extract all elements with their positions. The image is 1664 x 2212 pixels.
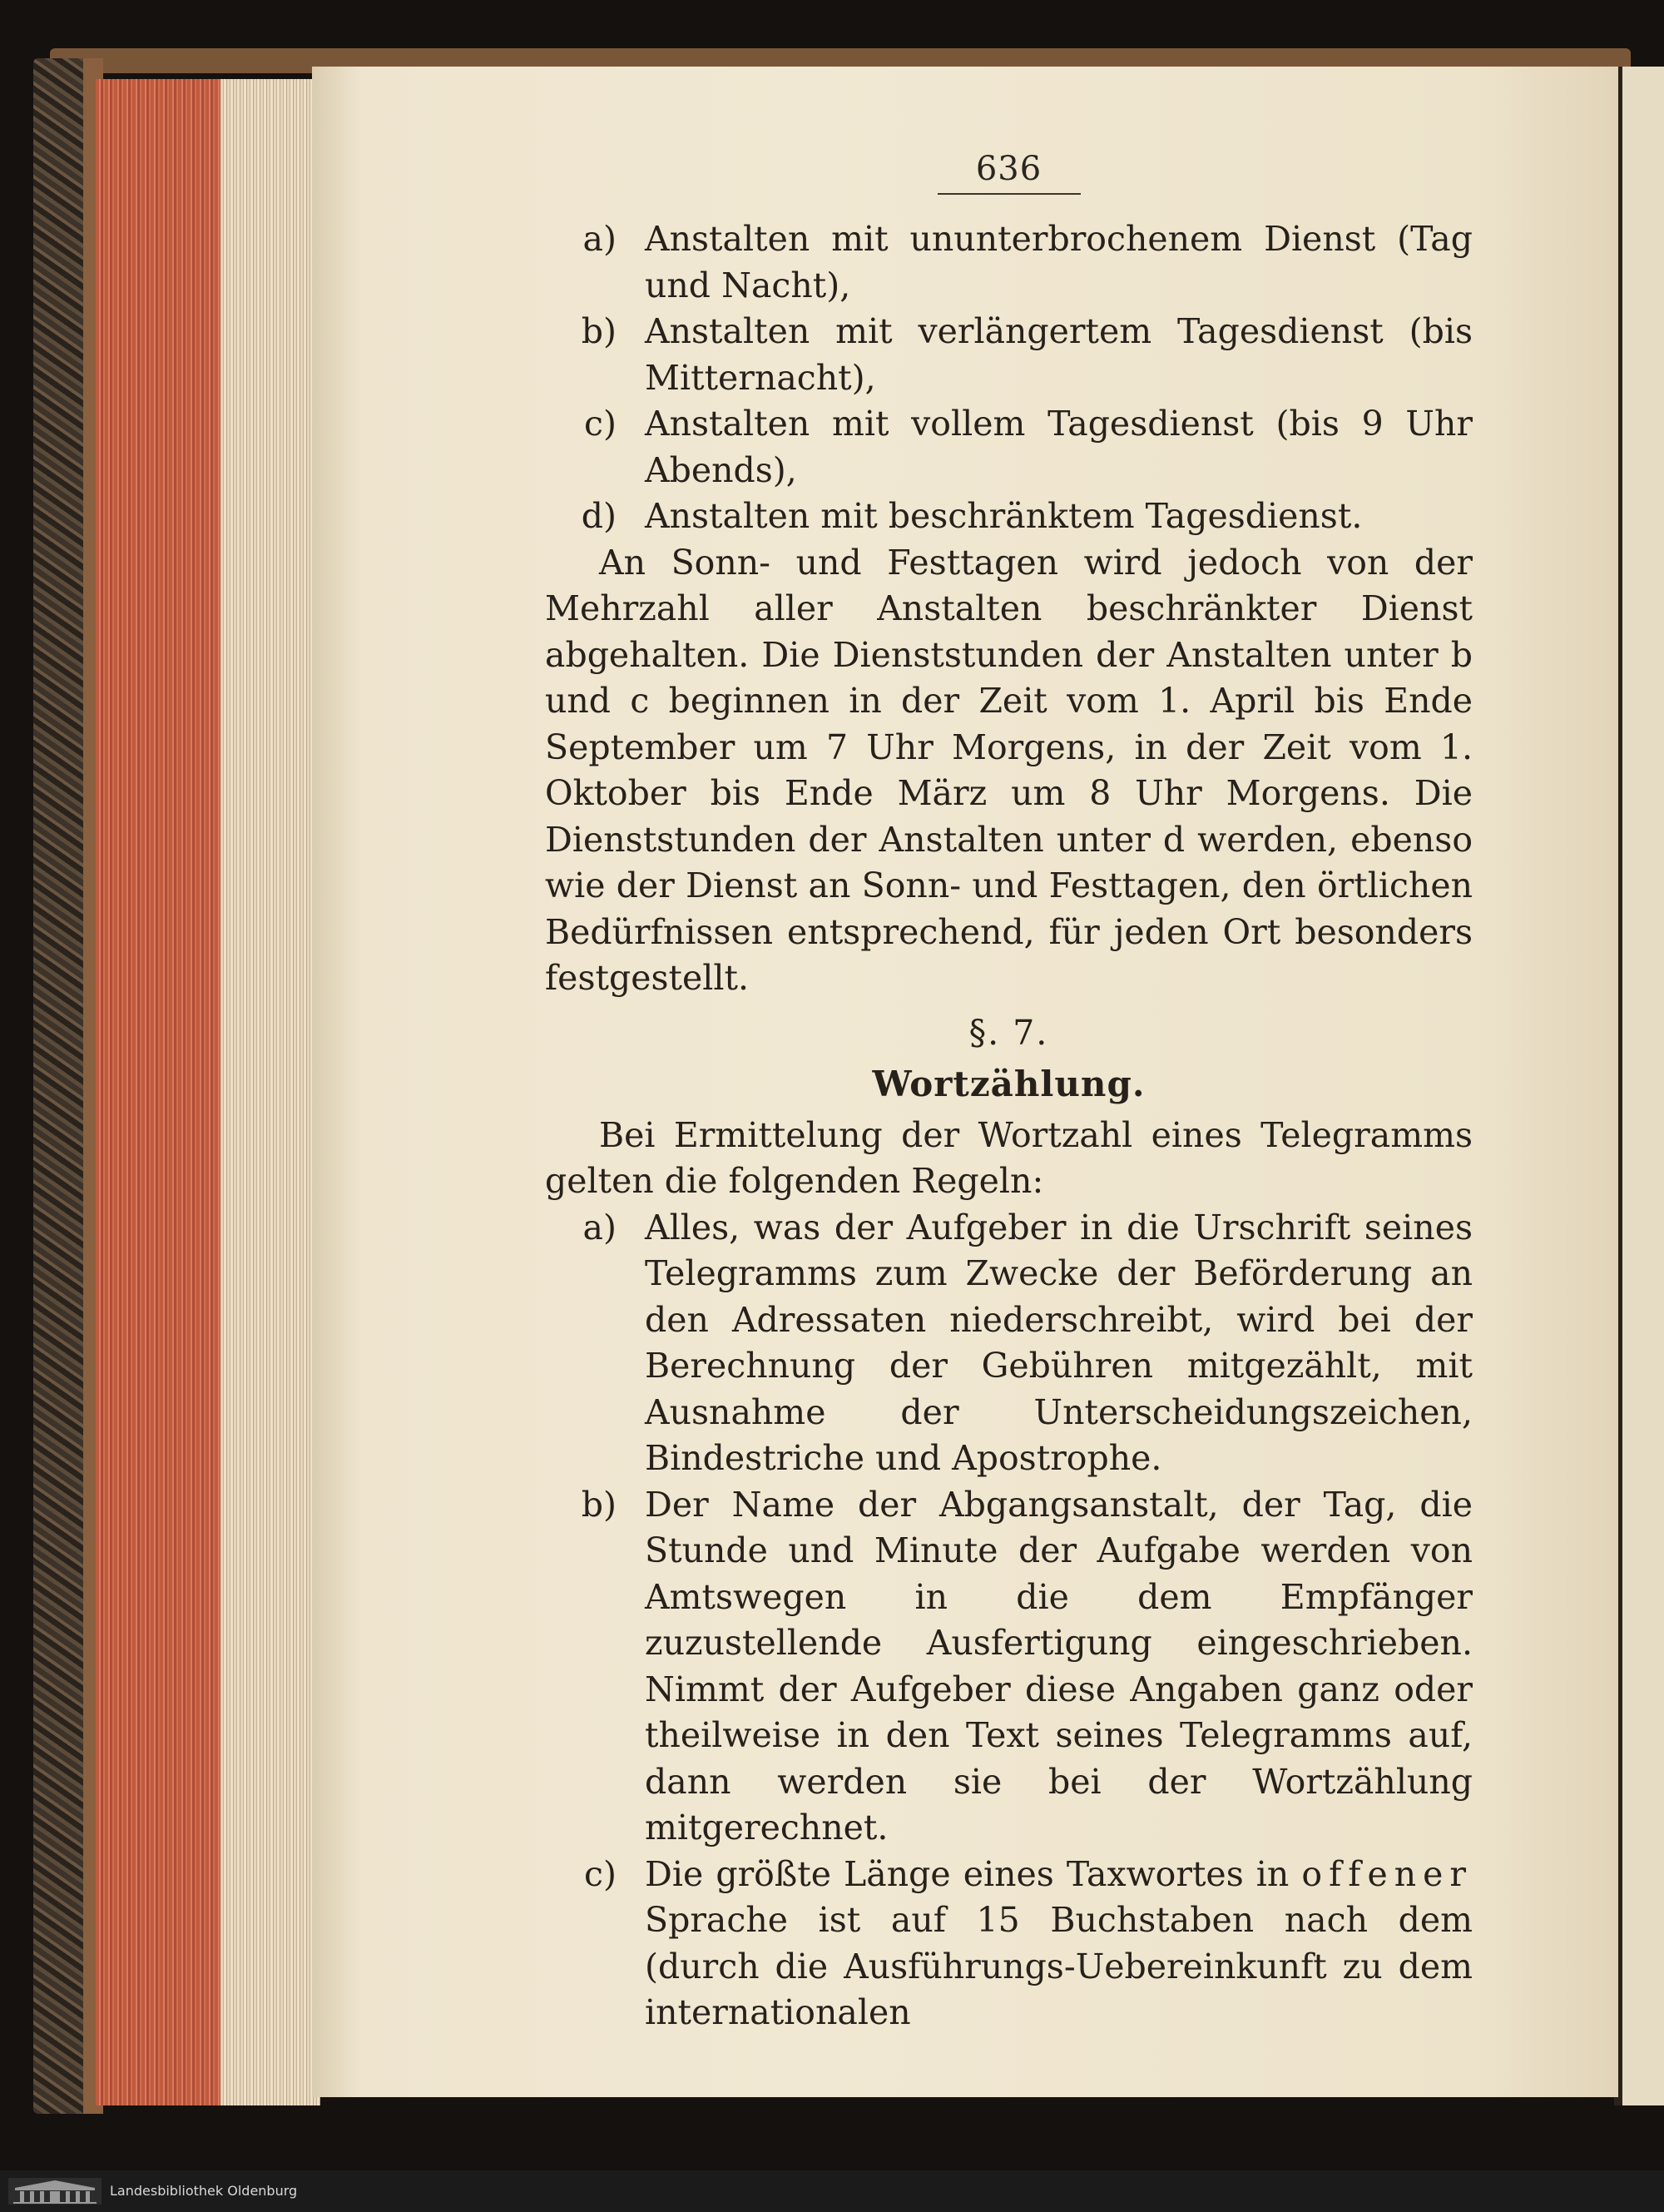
list-label: b) [581,1484,617,1525]
library-building-icon[interactable] [8,2178,102,2205]
list-item [545,1482,1473,1852]
list-text: Der Name der Abgangsanstalt, der Tag, die Stunde und Minute der Aufgabe werden von Amtswegen in die dem Empfänger zuzustellende Ausfertigung eingeschrieben. Nimmt der Aufgeber diese Angaben ganz oder theilweise in den Text seines Telegramms auf, dann werden sie bei der Wortzählung mitgerechnet. [645,1484,1473,1847]
paragraph-rules-intro: Bei Ermittelung der Wortzahl eines Telegramms gelten die folgenden Regeln: [545,1114,1473,1201]
list-label: a) [582,219,617,259]
paragraph-service-hours: An Sonn- und Festtagen wird jedoch von der Mehrzahl aller Anstalten beschränkter Dienst abgehalten. Die Dienststunden der Anstalten unter b und c beginnen in der Zeit vom 1. April bis Ende September um 7 Uhr Morgens, in der Zeit vom 1. Oktober bis Ende März um 8 Uhr Morgens. Die Dienststunden der Anstalten unter d werden, ebenso wie der Dienst an Sonn- und Festtagen, den örtlichen Bedürfnissen entsprechend, für jeden Ort besonders festgestellt. [545,542,1473,998]
list-text [645,1852,1473,2036]
list-label: d) [581,496,617,536]
library-name[interactable]: Landesbibliothek Oldenburg [110,2183,298,2199]
list-item [545,309,1473,401]
list-text: Alles, was der Aufgeber in die Urschrift seines Telegramms zum Zwecke der Beförderung an den Adressaten niederschreibt, wird bei der Berechnung der Gebühren mitgezählt, mit Ausnahme der Unterscheidungszeichen, Bindestriche und Apostrophe. [645,1207,1473,1478]
section-title: Wortzählung. [872,1064,1146,1104]
body-text [545,216,1473,2036]
list-text: Anstalten mit ununterbrochenem Dienst (Tag und Nacht), [645,219,1473,305]
page-number: 636 [975,150,1042,188]
list-text: Anstalten mit verlängertem Tagesdienst (bis Mitternacht), [645,311,1473,398]
list-item [545,493,1473,540]
list-label: a) [582,1207,617,1247]
list-item [545,1852,1473,2036]
spaced-emphasis: offener [1301,1853,1473,1894]
page-edges [220,79,320,2105]
list-label: c) [584,404,617,444]
list-text: Anstalten mit beschränktem Tagesdienst. [645,496,1363,536]
facing-page-edge [1614,67,1664,2105]
red-page-edges [96,79,220,2105]
page-number-rule [938,193,1081,195]
list-item [545,1205,1473,1482]
viewer-footer [0,2170,1664,2212]
page-content [545,140,1473,2036]
list-item [545,216,1473,309]
rule-c-text-end: Sprache ist auf 15 Buchstaben nach dem (durch die Ausführungs-Uebereinkunft zu dem internationalen [645,1900,1473,2032]
list-label: b) [581,311,617,351]
list-text: Anstalten mit vollem Tagesdienst (bis 9 Uhr Abends), [645,404,1473,490]
rule-c-text-start: Die größte Länge eines Taxwortes in [645,1853,1290,1894]
list-item [545,401,1473,493]
list-label: c) [584,1853,617,1894]
section-number: §. 7. [968,1012,1049,1053]
